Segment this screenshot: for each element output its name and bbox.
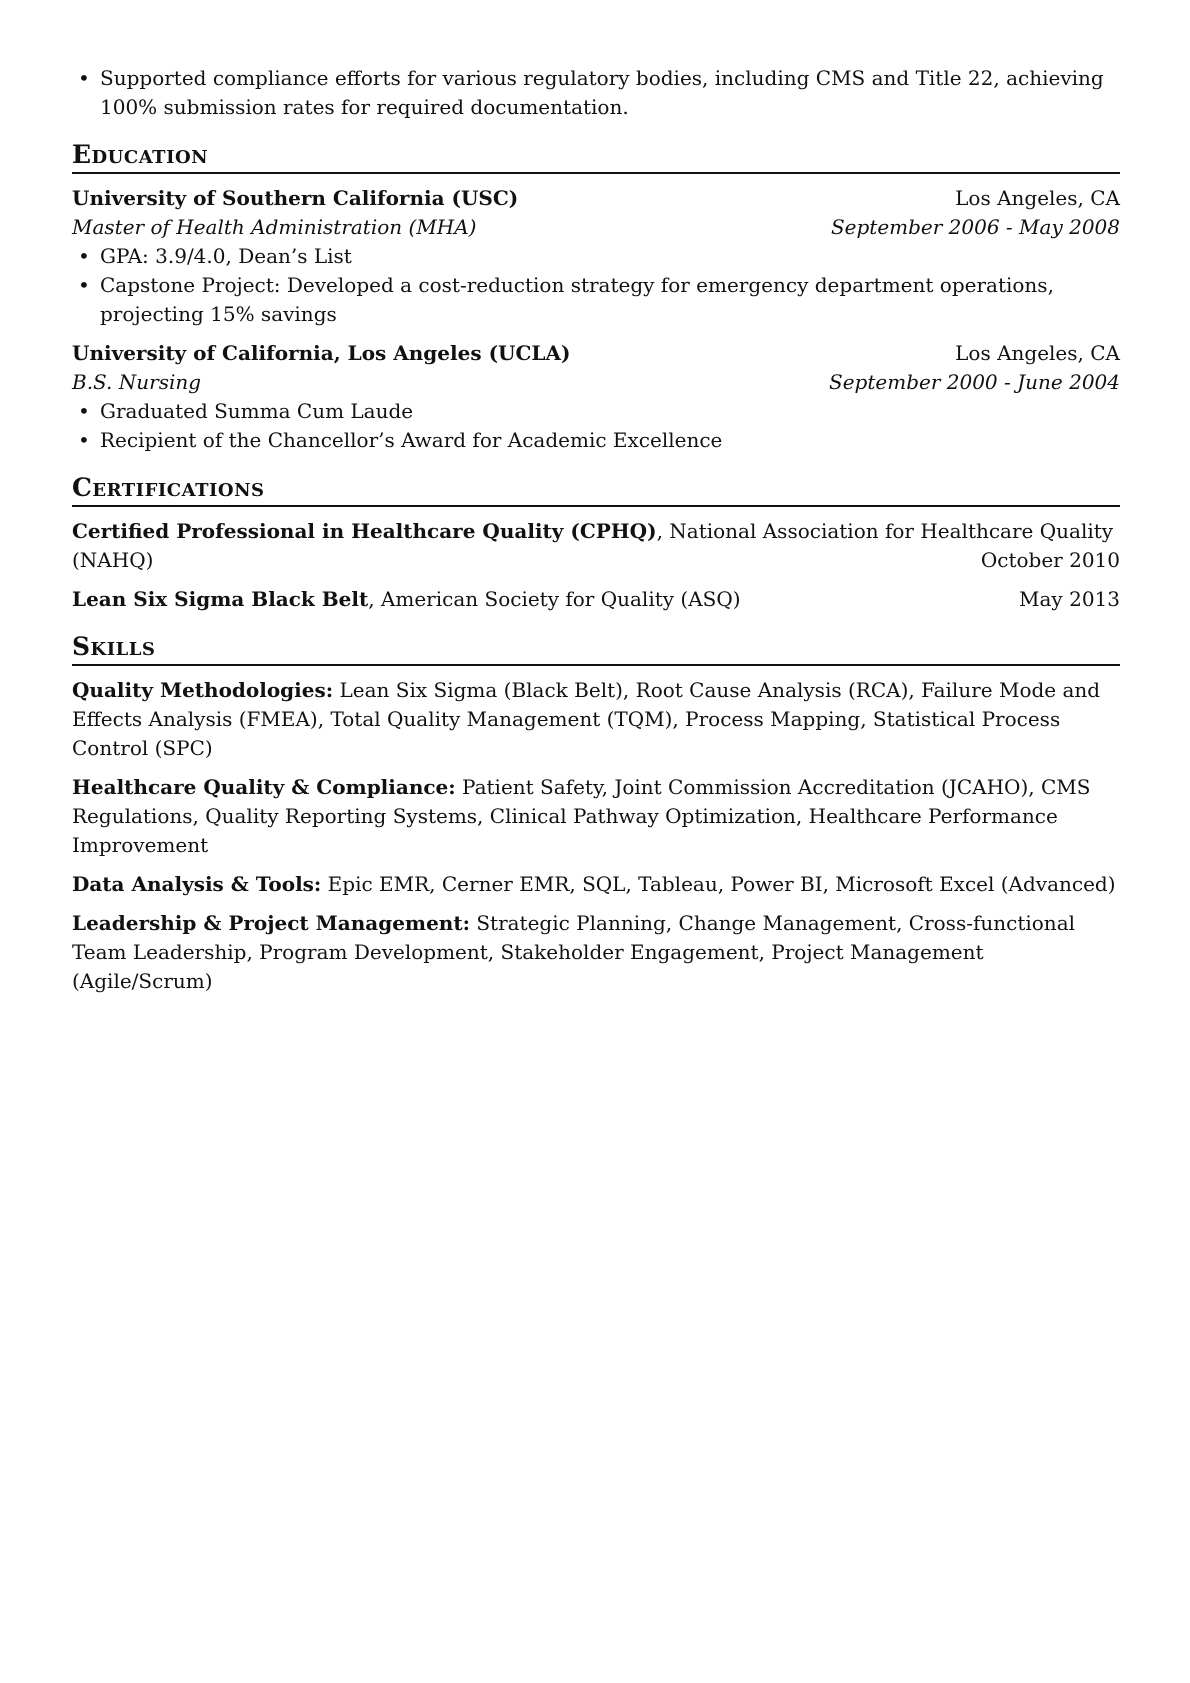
skill-label: Healthcare Quality & Compliance:: [72, 775, 456, 799]
list-item: • Recipient of the Chancellor’s Award for Academic Excellence: [72, 426, 1120, 455]
skill-quality-methodologies: [72, 676, 1120, 763]
degree-dates: September 2006 - May 2008: [830, 215, 1120, 239]
certification-name: Lean Six Sigma Black Belt: [72, 587, 369, 611]
school-location: Los Angeles, CA: [955, 341, 1120, 365]
skill-text: Strategic Planning, Change Management, Cross-functional Team Leadership, Program Development, Stakeholder Engagement, Project Management (Agile/Scrum): [72, 911, 1076, 993]
education-entry-usc: [72, 184, 1120, 329]
skill-text: Patient Safety, Joint Commission Accreditation (JCAHO), CMS Regulations, Quality Reporting Systems, Clinical Pathway Optimization, Healthcare Performance Improvement: [72, 775, 1091, 857]
skill-text: Epic EMR, Cerner EMR, SQL, Tableau, Power BI, Microsoft Excel (Advanced): [321, 872, 1116, 896]
skill-text: Lean Six Sigma (Black Belt), Root Cause Analysis (RCA), Failure Mode and Effects Analysis (FMEA), Total Quality Management (TQM), Process Mapping, Statistical Process Control (SPC): [72, 678, 1101, 760]
school-name: University of Southern California (USC): [72, 186, 519, 210]
list-item: • Supported compliance efforts for various regulatory bodies, including CMS and Title 22, achieving 100% submission rates for required documentation.: [72, 64, 1120, 122]
certifications-heading: Certifications: [72, 473, 1120, 507]
resume-page: [72, 64, 1120, 1006]
certification-date: October 2010: [980, 548, 1120, 572]
skill-label: Data Analysis & Tools:: [72, 872, 322, 896]
education-entry-ucla: [72, 339, 1120, 455]
education-heading: Education: [72, 140, 1120, 174]
skills-heading: Skills: [72, 632, 1120, 666]
list-item: • Capstone Project: Developed a cost-reduction strategy for emergency department operations, projecting 15% savings: [72, 271, 1120, 329]
skills-section: [72, 632, 1120, 996]
certification-name: Certified Professional in Healthcare Quality (CPHQ): [72, 519, 657, 543]
certification-lss: [72, 585, 1120, 614]
skill-leadership: [72, 909, 1120, 996]
certification-date: May 2013: [1019, 587, 1120, 611]
list-item: • GPA: 3.9/4.0, Dean’s List: [72, 242, 1120, 271]
education-section: [72, 140, 1120, 455]
certification-issuer: , National Association for Healthcare Quality: [656, 519, 1114, 543]
school-name: University of California, Los Angeles (UCLA): [72, 341, 571, 365]
skill-data-analysis: [72, 870, 1120, 899]
skill-label: Leadership & Project Management:: [72, 911, 470, 935]
school-location: Los Angeles, CA: [955, 186, 1120, 210]
degree: B.S. Nursing: [72, 370, 202, 394]
skill-label: Quality Methodologies:: [72, 678, 334, 702]
skill-healthcare-quality: [72, 773, 1120, 860]
certification-issuer: , American Society for Quality (ASQ): [368, 587, 741, 611]
list-item: • Graduated Summa Cum Laude: [72, 397, 1120, 426]
certification-issuer-cont: (NAHQ): [72, 548, 154, 572]
degree-dates: September 2000 - June 2004: [829, 370, 1120, 394]
experience-bullets: [72, 64, 1120, 122]
degree: Master of Health Administration (MHA): [72, 215, 477, 239]
certification-cphq: [72, 517, 1120, 575]
certifications-section: [72, 473, 1120, 614]
